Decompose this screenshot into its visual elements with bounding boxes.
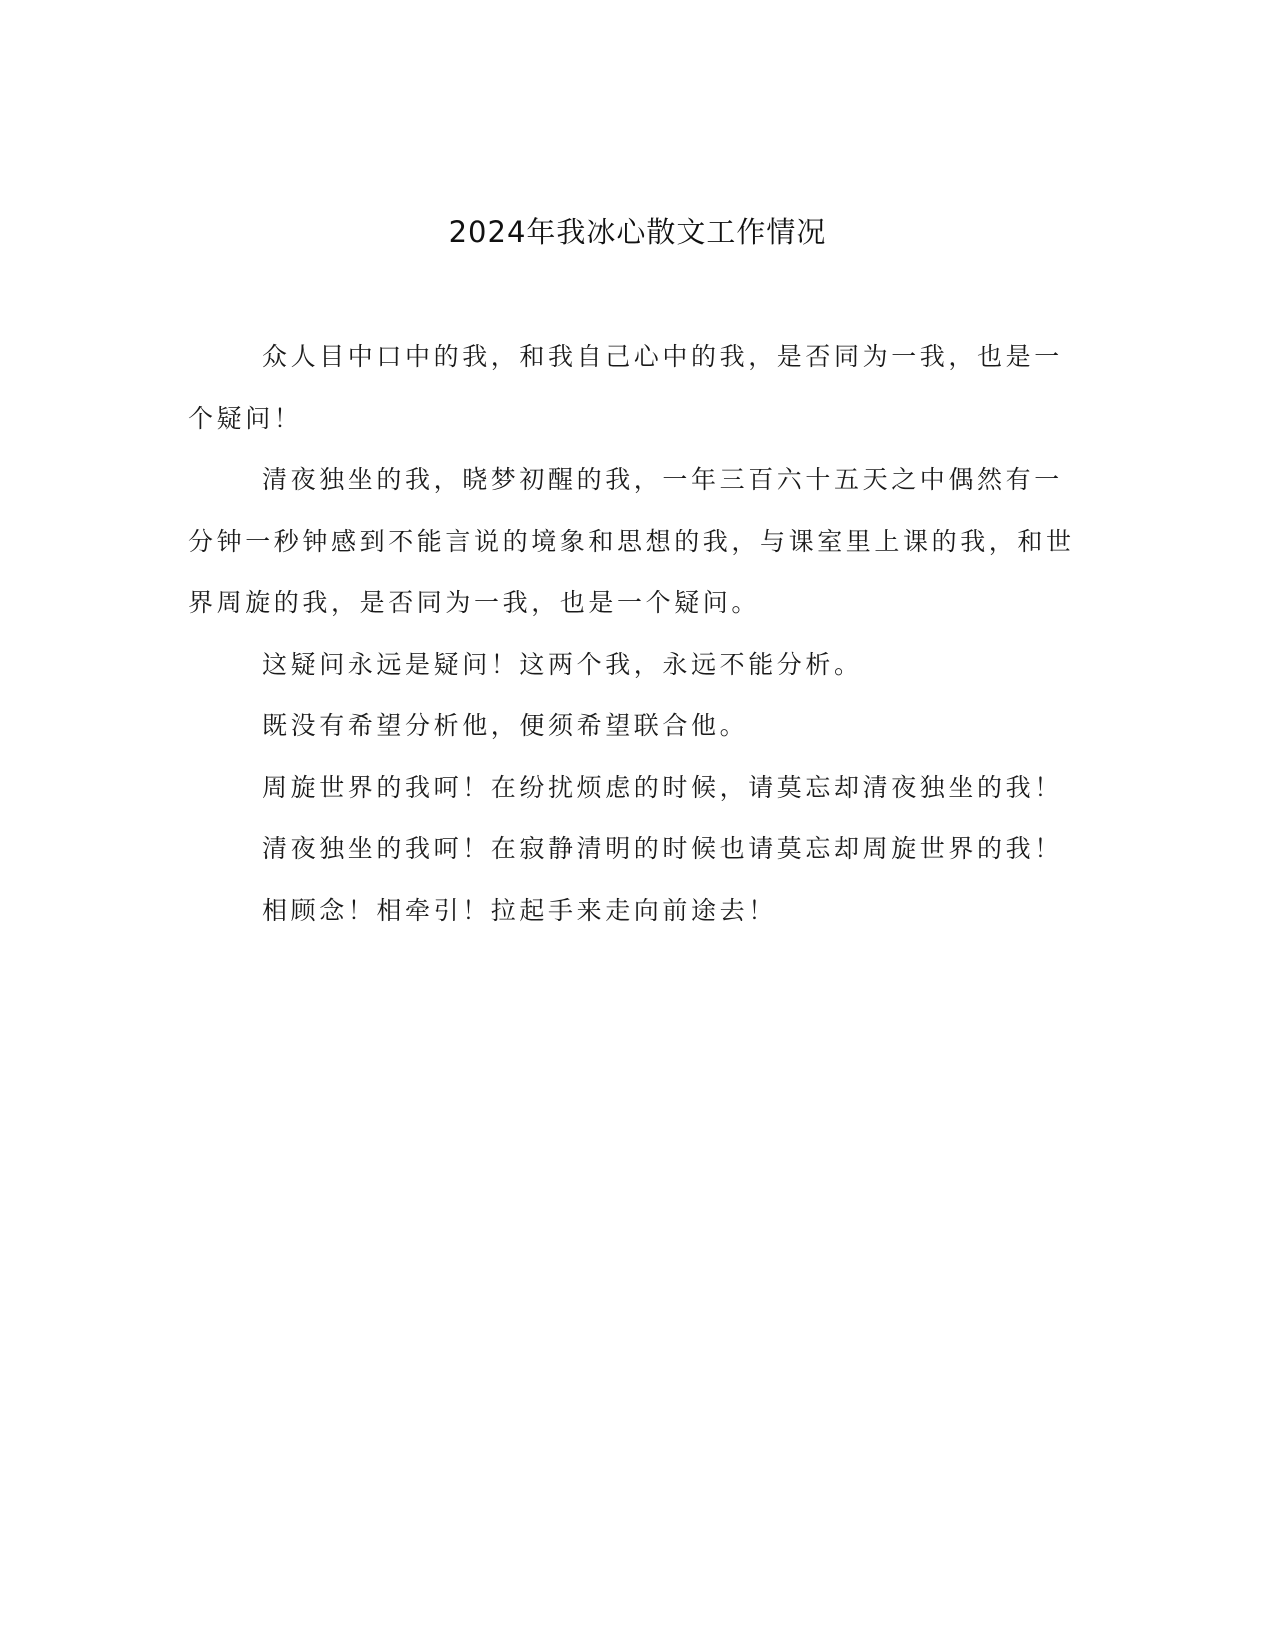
paragraph-6: 清夜独坐的我呵！在寂静清明的时候也请莫忘却周旋世界的我！ bbox=[262, 834, 1063, 863]
paragraph-5: 周旋世界的我呵！在纷扰烦虑的时候，请莫忘却清夜独坐的我！ bbox=[262, 772, 1063, 802]
paragraph-3: 这疑问永远是疑问！这两个我，永远不能分析。 bbox=[262, 649, 863, 679]
paragraph-7: 相顾念！相牵引！拉起手来走向前途去！ bbox=[262, 895, 777, 925]
document-title: 2024年我冰心散文工作情况 bbox=[448, 215, 827, 249]
paragraph-2: 清夜独坐的我，晓梦初醒的我，一年三百六十五天之中偶然有一分钟一秒钟感到不能言说的境象和思想的我，与课室里上课的我，和世界周旋的我，是否同为一我，也是一个疑问。 bbox=[188, 465, 1075, 617]
document-body bbox=[188, 326, 1076, 941]
paragraph-1: 众人目中口中的我，和我自己心中的我，是否同为一我，也是一个疑问！ bbox=[188, 342, 1063, 433]
paragraph-4: 既没有希望分析他，便须希望联合他。 bbox=[262, 711, 749, 740]
